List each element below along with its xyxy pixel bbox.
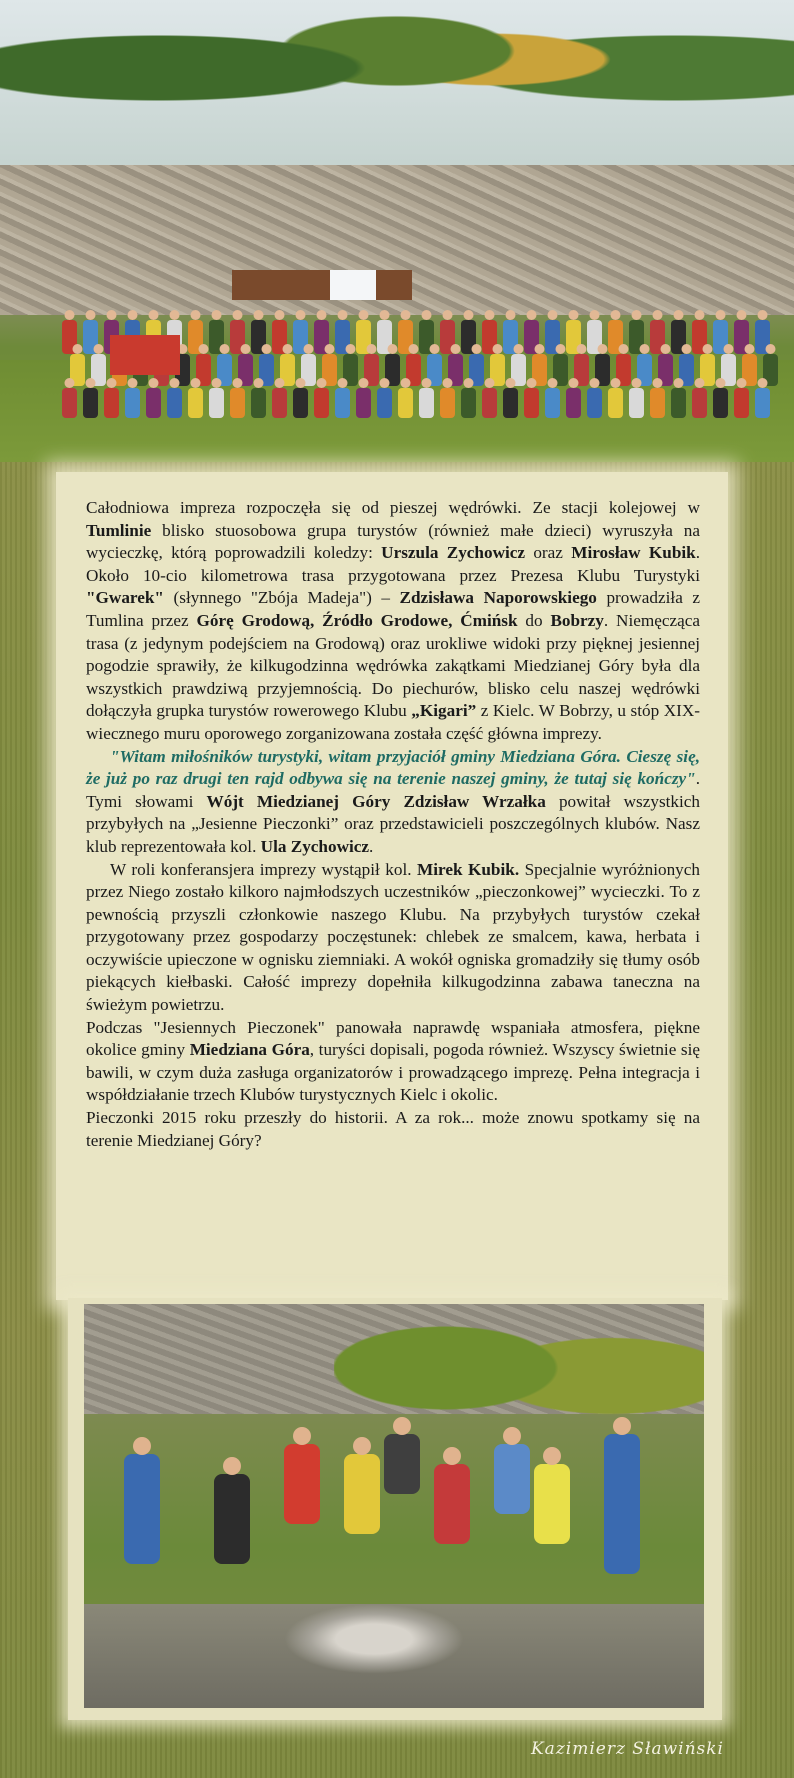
article-paragraph-1: [86, 497, 700, 746]
person-head: [338, 378, 348, 388]
person: [384, 1434, 420, 1494]
person-head: [283, 344, 293, 354]
person-head: [338, 310, 348, 320]
bonfire-photo: [84, 1304, 704, 1708]
person-head: [611, 310, 621, 320]
person-head: [464, 378, 474, 388]
person: [604, 1434, 640, 1574]
crowd-figures: [52, 300, 780, 450]
person-head: [212, 310, 222, 320]
person-head: [94, 344, 104, 354]
group-of-tourists: [52, 300, 780, 450]
article-text: [86, 497, 700, 1287]
bonfire-people: [84, 1304, 704, 1708]
text-run: do: [517, 610, 551, 630]
article-paragraph-4: [86, 1017, 700, 1107]
person-head: [745, 344, 755, 354]
person-head: [107, 378, 117, 388]
person-head: [443, 310, 453, 320]
person-head: [640, 344, 650, 354]
person-head: [451, 344, 461, 354]
person-head: [220, 344, 230, 354]
person-head: [716, 310, 726, 320]
person-head: [86, 310, 96, 320]
person-head: [149, 378, 159, 388]
person-head: [535, 344, 545, 354]
person: [293, 388, 308, 418]
text-run: . Niemęcząca trasa (z jedynym podejściem na Grodową) oraz urokliwe widoki przy pięknej jesiennej pogodzie sprawiły, że kilkugodzinna wędrówka zakątkami Miedzianej Góry była dla wszystkich prawdziwą przyjemnością. Do piechurów, blisko celu naszej wędrówki dołączyła grupka turystów rowerowego Klubu: [86, 610, 701, 721]
person-head: [367, 344, 377, 354]
person-head: [128, 378, 138, 388]
text-run: Specjalnie wyróżnionych przez Niego zostało kilkoro najmłodszych uczestników „pieczonkowej” wycieczki. To z pewnością przyszli członkowie naszego Klubu. Na przybyłych turystów czekał przygotowany przez gospodarzy poczęstunek: chlebek ze smalcem, kawa, herbata i oczywiście upieczone w ognisku ziemniaki. A wokół ogniska gromadziły się tłumy osób piekących kiełbaski. Całość imprezy dopełniła kilkugodzinna zabawa taneczna na świeżym powietrzu.: [86, 859, 700, 1015]
person: [440, 388, 455, 418]
person: [146, 388, 161, 418]
person: [188, 388, 203, 418]
person-head: [275, 378, 285, 388]
person-head: [199, 344, 209, 354]
person-head: [304, 344, 314, 354]
person-head: [223, 1457, 241, 1475]
person: [713, 388, 728, 418]
text-run: .: [369, 836, 374, 856]
wooden-shelter: [232, 270, 412, 300]
person-head: [577, 344, 587, 354]
text-run: . Około 10-cio kilometrowa trasa przygotowana przez Prezesa Klubu Turystyki: [86, 543, 701, 585]
person-head: [548, 378, 558, 388]
bold-text: Ula Zychowicz: [260, 836, 370, 856]
person-head: [766, 344, 776, 354]
person-head: [380, 378, 390, 388]
person-head: [724, 344, 734, 354]
bold-text: Zdzisława Naporowskiego: [399, 588, 597, 608]
person-head: [590, 310, 600, 320]
person-head: [65, 378, 75, 388]
person-head: [653, 310, 663, 320]
person-head: [346, 344, 356, 354]
person-head: [716, 378, 726, 388]
person: [419, 388, 434, 418]
person-head: [65, 310, 75, 320]
person-head: [254, 378, 264, 388]
person-head: [380, 310, 390, 320]
person: [608, 388, 623, 418]
person: [587, 388, 602, 418]
person-head: [254, 310, 264, 320]
person-head: [353, 1437, 371, 1455]
person-head: [506, 310, 516, 320]
trees-background: [0, 0, 794, 170]
person: [314, 388, 329, 418]
person: [167, 388, 182, 418]
person: [482, 388, 497, 418]
person-head: [401, 310, 411, 320]
group-photo: [0, 0, 794, 462]
bold-text: Mirosław Kubik: [571, 543, 696, 563]
text-run: . Tymi słowami: [86, 769, 700, 811]
person-head: [674, 310, 684, 320]
bold-text: "Gwarek": [86, 588, 164, 608]
person: [398, 388, 413, 418]
person-head: [472, 344, 482, 354]
person: [124, 1454, 160, 1564]
person-head: [128, 310, 138, 320]
person-head: [493, 344, 503, 354]
person: [503, 388, 518, 418]
person-head: [485, 310, 495, 320]
person-head: [170, 378, 180, 388]
person: [356, 388, 371, 418]
person-head: [212, 378, 222, 388]
person: [671, 388, 686, 418]
person-head: [430, 344, 440, 354]
person-head: [632, 310, 642, 320]
person: [650, 388, 665, 418]
person-head: [619, 344, 629, 354]
white-flag: [330, 270, 376, 300]
person-head: [325, 344, 335, 354]
bold-text: Mirek Kubik.: [417, 859, 520, 879]
person-head: [569, 310, 579, 320]
bold-text: „Kigari”: [411, 701, 477, 721]
person: [734, 388, 749, 418]
person: [83, 388, 98, 418]
person-head: [548, 310, 558, 320]
person-head: [485, 378, 495, 388]
person-head: [464, 310, 474, 320]
person-head: [233, 378, 243, 388]
person: [692, 388, 707, 418]
person: [534, 1464, 570, 1544]
person-head: [514, 344, 524, 354]
person: [494, 1444, 530, 1514]
person-head: [613, 1417, 631, 1435]
club-banner: [110, 335, 180, 375]
person-head: [401, 378, 411, 388]
person: [344, 1454, 380, 1534]
person: [629, 388, 644, 418]
person-head: [737, 310, 747, 320]
person-head: [317, 310, 327, 320]
person-head: [503, 1427, 521, 1445]
person-head: [661, 344, 671, 354]
bold-text: Tumlinie: [86, 520, 152, 540]
author-signature: Kazimierz Sławiński: [530, 1739, 724, 1759]
person-head: [241, 344, 251, 354]
person-head: [73, 344, 83, 354]
person: [230, 388, 245, 418]
person-head: [695, 310, 705, 320]
person-head: [296, 378, 306, 388]
person-head: [359, 378, 369, 388]
bold-text: Urszula Zychowicz: [381, 543, 526, 563]
person: [461, 388, 476, 418]
person: [566, 388, 581, 418]
text-run: , turyści dopisali, pogoda również. Wszyscy świetnie się bawili, w czym duża zasługa organizatorów i prowadzącego imprezę. Pełna integracja i współdziałanie trzech Klubów turystycznych Kielc i okolic.: [86, 1040, 701, 1105]
person: [214, 1474, 250, 1564]
text-run: W roli konferansjera imprezy wystąpił kol.: [110, 859, 418, 879]
bold-text: Górę Grodową, Źródło Grodowe, Ćmińsk: [196, 610, 518, 630]
person: [272, 388, 287, 418]
person-head: [632, 378, 642, 388]
bold-text: Bobrzy: [550, 610, 604, 630]
text-run: prowadziła z Tumlina przez: [86, 588, 701, 630]
person-head: [422, 378, 432, 388]
person-head: [191, 378, 201, 388]
person: [524, 388, 539, 418]
person-head: [611, 378, 621, 388]
person-head: [703, 344, 713, 354]
person-head: [682, 344, 692, 354]
person-head: [262, 344, 272, 354]
person-head: [233, 310, 243, 320]
person: [545, 388, 560, 418]
person-head: [107, 310, 117, 320]
article-paragraph-2: [86, 746, 700, 859]
person-head: [737, 378, 747, 388]
bold-text: Wójt Miedzianej Góry Zdzisław Wrzałka: [206, 791, 546, 811]
text-run: Podczas "Jesiennych Pieczonek" panowała naprawdę wspaniała atmosfera, piękne okolice gminy: [86, 1017, 700, 1060]
person: [284, 1444, 320, 1524]
person: [62, 388, 77, 418]
person: [755, 388, 770, 418]
person-head: [359, 310, 369, 320]
person-head: [674, 378, 684, 388]
person: [434, 1464, 470, 1544]
text-run: Całodniowa impreza rozpoczęła się od pieszej wędrówki. Ze stacji kolejowej w: [86, 498, 700, 517]
person-head: [758, 378, 768, 388]
text-run: oraz: [525, 543, 572, 563]
person-head: [506, 378, 516, 388]
text-run: z Kielc. W Bobrzy, u stóp XIX-wiecznego muru oporowego zorganizowana została część główna imprezy.: [86, 701, 700, 743]
person-head: [388, 344, 398, 354]
person: [125, 388, 140, 418]
person: [209, 388, 224, 418]
person-head: [191, 310, 201, 320]
person-head: [86, 378, 96, 388]
person-head: [695, 378, 705, 388]
person-head: [393, 1417, 411, 1435]
person-head: [556, 344, 566, 354]
person: [251, 388, 266, 418]
person-head: [443, 1447, 461, 1465]
person-head: [758, 310, 768, 320]
bold-text: Miedziana Góra: [189, 1040, 310, 1060]
person-head: [275, 310, 285, 320]
article-paragraph-3: [86, 859, 700, 1017]
text-run: powitał wszystkich przybyłych na „Jesienne Pieczonki” oraz przedstawicieli poszczególnych klubów. Nasz klub reprezentowała kol.: [86, 791, 701, 856]
person-head: [133, 1437, 151, 1455]
person-head: [296, 310, 306, 320]
person-head: [170, 310, 180, 320]
person-head: [443, 378, 453, 388]
person: [104, 388, 119, 418]
text-run: Pieczonki 2015 roku przeszły do historii. A za rok... może znowu spotkamy się na terenie Miedzianej Góry?: [86, 1108, 700, 1150]
quote-text: "Witam miłośników turystyki, witam przyjaciół gminy Miedziana Góra. Cieszę się, że już po raz drugi ten rajd odbywa się na terenie naszej gminy, że tutaj się kończy": [86, 746, 700, 789]
person-head: [543, 1447, 561, 1465]
person-head: [149, 310, 159, 320]
text-run: (słynnego "Zbója Madeja") –: [163, 588, 400, 608]
text-run: blisko stuosobowa grupa turystów (również małe dzieci) wyruszyła na wycieczkę, którą poprowadzili koledzy:: [86, 520, 700, 563]
person-head: [422, 310, 432, 320]
person-head: [598, 344, 608, 354]
person-head: [317, 378, 327, 388]
article-paragraph-5: [86, 1107, 700, 1152]
person-head: [653, 378, 663, 388]
person-head: [569, 378, 579, 388]
person-head: [527, 310, 537, 320]
person: [377, 388, 392, 418]
person-head: [527, 378, 537, 388]
person-head: [590, 378, 600, 388]
person-head: [409, 344, 419, 354]
person-head: [293, 1427, 311, 1445]
person: [335, 388, 350, 418]
